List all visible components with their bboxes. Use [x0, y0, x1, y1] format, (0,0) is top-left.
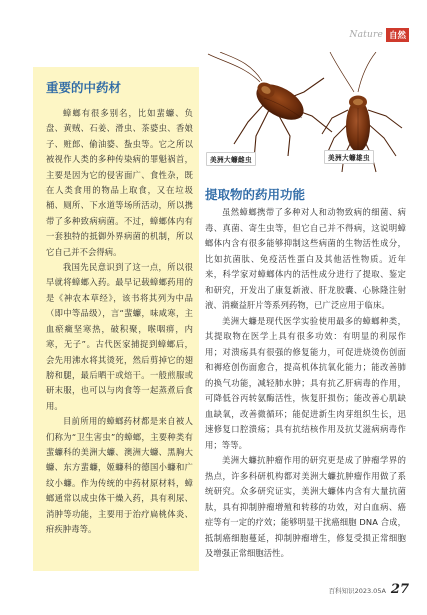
caption-female: 美洲大蠊雌虫 — [206, 152, 256, 166]
sidebar-box — [33, 67, 199, 571]
caption-male: 美洲大蠊雄虫 — [324, 150, 374, 164]
main-body — [205, 205, 406, 562]
section-label-en: Nature — [349, 30, 383, 40]
main-paragraph: 美洲大蠊是现代医学实验使用最多的蟑螂种类，其提取物在医学上具有很多功效：有明显的利尿作用；对溃疡具有很强的修复能力，可促进烧烫伤创面和褥疮创伤面愈合，提高机体抗氧化能力；能改善肺的换气功能，减轻肺水肿；具有抗乙肝病毒的作用，可降低谷丙转氨酶活性，恢复肝损伤；能改善心肌缺血缺氧，改善微循环；能促进新生肉芽组织生长，迅速修复口腔溃疡；具有抗结核作用及抗艾滋病病毒作用；等等。 — [205, 315, 406, 450]
journal-issue: 百科知识2023.05A — [328, 587, 386, 595]
section-tag — [350, 28, 410, 42]
main-paragraph: 虽然蟑螂携带了多种对人和动物致病的细菌、病毒、真菌、寄生虫等，但它自己并不得病，这说明蟑螂体内含有很多能够抑制这些病菌的生物活性成分，比如抗菌肽、免疫活性蛋白及其他活性物质。近年来，科学家对蟑螂体内的活性成分进行了提取、鉴定和研究，开发出了康复新液、肝龙胶囊、心脉隆注射液、消癥益肝片等系列药物，已广泛应用于临床。 — [205, 207, 406, 310]
sidebar-paragraph: 目前所用的蟑螂药材都是来自被人们称为“卫生害虫”的蟑螂，主要种类有蜚蠊科的美洲大蠊、澳洲大蠊、黑胸大蠊、东方蜚蠊，姬蠊科的德国小蠊和广纹小蠊。作为传统的中药材原材料，蟑螂通常以成虫体干燥入药，具有利尿、消肿等功能，主要用于治疗扁桃体炎、疳疾肿毒等。 — [46, 416, 193, 534]
sidebar-paragraph: 我国先民意识到了这一点，所以很早就将蟑螂入药。最早记载蟑螂药用的是《神农本草经》，该书将其列为中品（即中等品级），言“蜚蠊，味咸寒，主血瘀癥坚寒热，破积聚，喉咽痹，内寒，无子”。古代医家捕捉到蟑螂后，会先用沸水将其烫死，然后剪掉它的翅膀和腿，最后晒干或焙干。一般煎服或研末服，也可以与肉食等一起蒸煮后食用。 — [46, 262, 193, 411]
page-footer — [329, 582, 409, 597]
female-cockroach — [208, 52, 332, 160]
main-section-title: 提取物的药用功能 — [205, 187, 306, 202]
main-paragraph: 美洲大蠊抗肿瘤作用的研究更是成了肿瘤学界的热点，许多科研机构都对美洲大蠊抗肿瘤作用做了系统研究。众多研究证实，美洲大蠊体内含有大量抗菌肽，具有抑制肿瘤增殖和转移的功效，对白血病、癌症等有一定的疗效；能够明显干扰癌细胞 DNA 合成，抵制癌细胞蔓延，抑制肿瘤增生，修复受损正常细胞及增强正常细胞活性。 — [205, 455, 406, 558]
page-number: 27 — [390, 582, 409, 597]
section-label-cn: 自然 — [386, 28, 409, 42]
sidebar-paragraph: 蟑螂有很多别名，比如蜚蠊、负盘、黄贼、石姜、滑虫、茶婆虫、香娘子、赃郎、偷油婆、蚻虫等。它之所以被视作人类的多种传染病的罪魁祸首，主要是因为它的侵害面广、食性杂，既在人类食用的物品上取食，又在垃圾桶、厕所、下水道等场所活动，所以携带了多种致病病菌。不过，蟑螂体内有一套独特的抵御外界病菌的机制，所以它自己并不会得病。 — [46, 108, 193, 257]
sidebar-title: 重要的中药材 — [46, 80, 122, 95]
